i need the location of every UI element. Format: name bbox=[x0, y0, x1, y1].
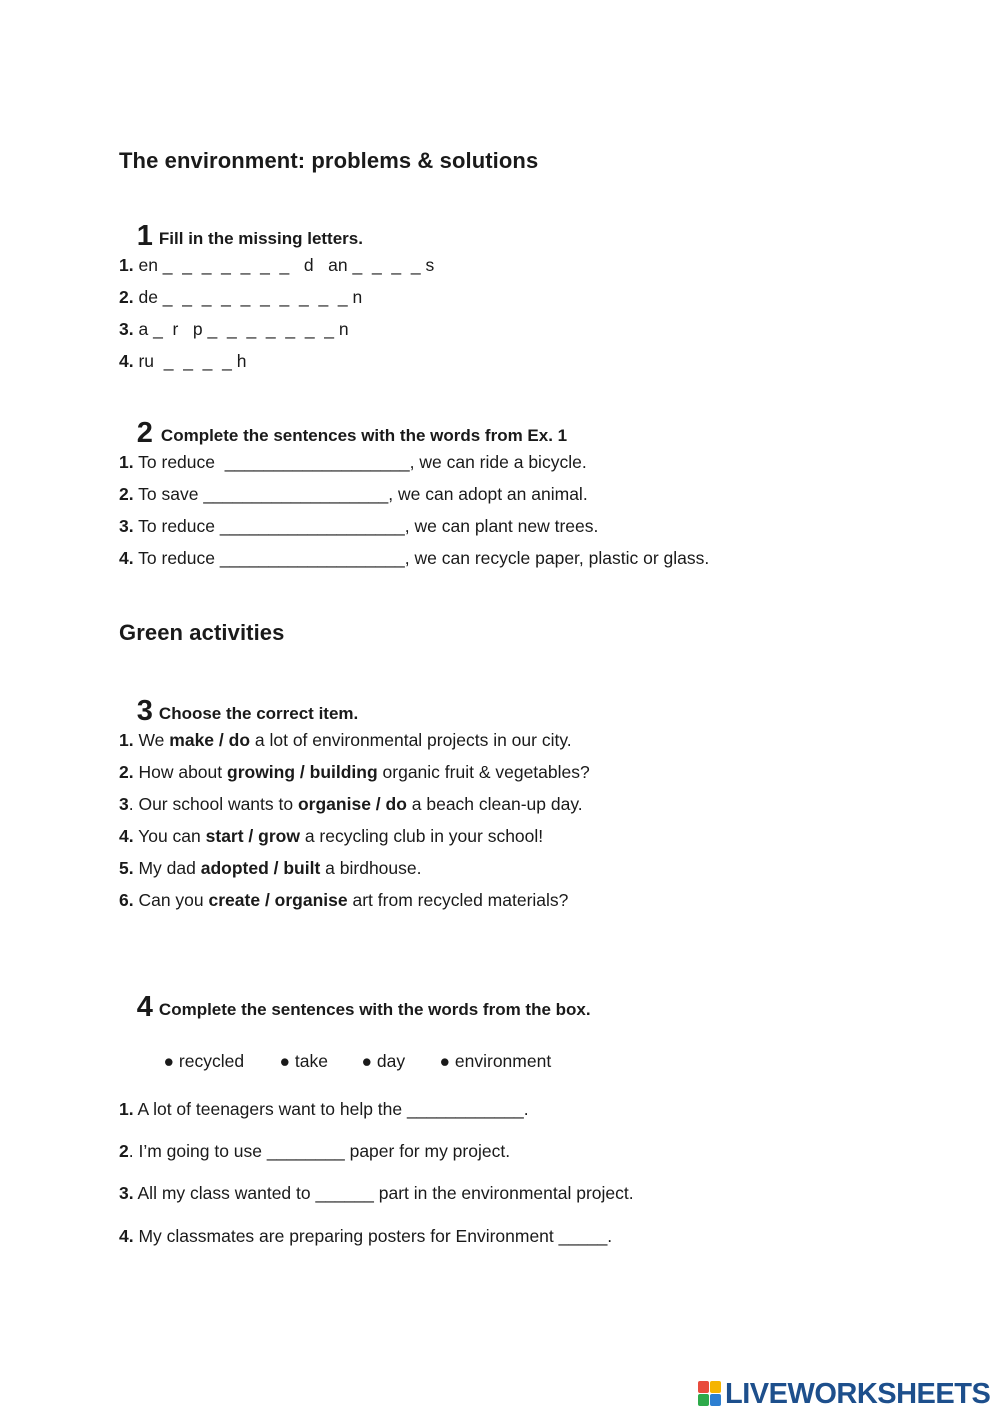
item-number: 2 bbox=[119, 1141, 129, 1161]
item-choice: start / grow bbox=[205, 826, 300, 846]
exercise-3-item bbox=[119, 826, 543, 847]
item-choice: organise / do bbox=[297, 794, 407, 814]
exercise-4-item bbox=[119, 1099, 529, 1120]
item-number: 4. bbox=[119, 826, 134, 846]
item-number: 4. bbox=[119, 351, 134, 371]
liveworksheets-logo bbox=[698, 1378, 990, 1410]
item-text-post: a lot of environmental projects in our city. bbox=[250, 730, 572, 750]
item-text: . I’m going to use ________ paper for my project. bbox=[128, 1141, 511, 1161]
item-text-pre: How about bbox=[133, 762, 227, 782]
exercise-2-number: 2 bbox=[136, 417, 153, 449]
exercise-1-instruction: Fill in the missing letters. bbox=[158, 229, 363, 248]
liveworksheets-logo-text: LIVEWORKSHEETS bbox=[725, 1377, 991, 1410]
item-text: ru _ _ _ _ h bbox=[133, 351, 247, 371]
item-text-pre: . Our school wants to bbox=[128, 794, 298, 814]
exercise-1-item bbox=[119, 319, 349, 340]
item-text: My classmates are preparing posters for Environment _____. bbox=[133, 1226, 613, 1246]
item-text-pre: We bbox=[133, 730, 170, 750]
item-text-post: organic fruit & vegetables? bbox=[377, 762, 590, 782]
exercise-4-item bbox=[119, 1226, 612, 1247]
item-number: 2. bbox=[119, 762, 134, 782]
item-number: 5. bbox=[119, 858, 134, 878]
exercise-3-item bbox=[119, 890, 568, 911]
exercise-1-item bbox=[119, 351, 246, 372]
exercise-4-instruction: Complete the sentences with the words from the box. bbox=[158, 1000, 591, 1019]
item-text: To reduce ___________________, we can ride a bicycle. bbox=[133, 452, 587, 472]
item-number: 1. bbox=[119, 255, 134, 275]
exercise-3-item bbox=[119, 730, 572, 751]
item-number: 6. bbox=[119, 890, 134, 910]
word-box-item: ● environment bbox=[439, 1051, 552, 1071]
exercise-3-item bbox=[119, 762, 590, 783]
item-text: To save ___________________, we can adopt an animal. bbox=[133, 484, 588, 504]
item-text: To reduce ___________________, we can plant new trees. bbox=[133, 516, 599, 536]
item-choice: adopted / built bbox=[200, 858, 321, 878]
item-number: 2. bbox=[119, 484, 134, 504]
exercise-1-item bbox=[119, 287, 362, 308]
item-text: To reduce ___________________, we can recycle paper, plastic or glass. bbox=[133, 548, 710, 568]
item-number: 4. bbox=[119, 1226, 134, 1246]
exercise-1-item bbox=[119, 255, 434, 276]
exercise-2-instruction: Complete the sentences with the words from Ex. 1 bbox=[160, 426, 568, 445]
item-text-post: a beach clean-up day. bbox=[406, 794, 583, 814]
item-text-pre: You can bbox=[133, 826, 206, 846]
item-text: A lot of teenagers want to help the ____________. bbox=[133, 1099, 529, 1119]
item-number: 3. bbox=[119, 319, 134, 339]
item-number: 3. bbox=[119, 516, 134, 536]
item-number: 2. bbox=[119, 287, 134, 307]
exercise-1-number: 1 bbox=[136, 220, 153, 252]
item-number: 4. bbox=[119, 548, 134, 568]
item-number: 1. bbox=[119, 730, 134, 750]
exercise-2-item bbox=[119, 516, 598, 537]
item-text-post: a birdhouse. bbox=[320, 858, 422, 878]
item-text-pre: My dad bbox=[133, 858, 201, 878]
exercise-4-item bbox=[119, 1141, 510, 1162]
exercise-3-instruction: Choose the correct item. bbox=[158, 704, 359, 723]
exercise-2-item bbox=[119, 548, 709, 569]
item-text-post: art from recycled materials? bbox=[347, 890, 569, 910]
item-number: 1. bbox=[119, 1099, 134, 1119]
item-text: de _ _ _ _ _ _ _ _ _ _ n bbox=[133, 287, 363, 307]
word-box-item: ● recycled bbox=[163, 1051, 245, 1071]
item-number: 3. bbox=[119, 1183, 134, 1203]
exercise-4-number: 4 bbox=[136, 991, 153, 1023]
item-text-pre: Can you bbox=[133, 890, 209, 910]
section-title-environment: The environment: problems & solutions bbox=[119, 148, 539, 173]
exercise-2-item bbox=[119, 452, 587, 473]
exercise-2-item bbox=[119, 484, 588, 505]
item-text: All my class wanted to ______ part in the environmental project. bbox=[133, 1183, 634, 1203]
item-choice: growing / building bbox=[227, 762, 378, 782]
item-text-post: a recycling club in your school! bbox=[299, 826, 544, 846]
item-choice: create / organise bbox=[208, 890, 348, 910]
exercise-3-item bbox=[119, 794, 583, 815]
item-number: 1. bbox=[119, 452, 134, 472]
exercise-3-item bbox=[119, 858, 422, 879]
item-text: a _ r p _ _ _ _ _ _ _ n bbox=[133, 319, 349, 339]
section-title-green-activities: Green activities bbox=[119, 620, 285, 645]
exercise-3-number: 3 bbox=[136, 695, 153, 727]
word-box-item: ● take bbox=[279, 1051, 328, 1071]
word-box bbox=[144, 1030, 551, 1093]
item-text: en _ _ _ _ _ _ _ d an _ _ _ _ s bbox=[133, 255, 435, 275]
exercise-4-item bbox=[119, 1183, 634, 1204]
word-box-item: ● day bbox=[361, 1051, 406, 1071]
item-number: 3 bbox=[119, 794, 129, 814]
liveworksheets-logo-icon bbox=[698, 1381, 722, 1407]
item-choice: make / do bbox=[169, 730, 251, 750]
